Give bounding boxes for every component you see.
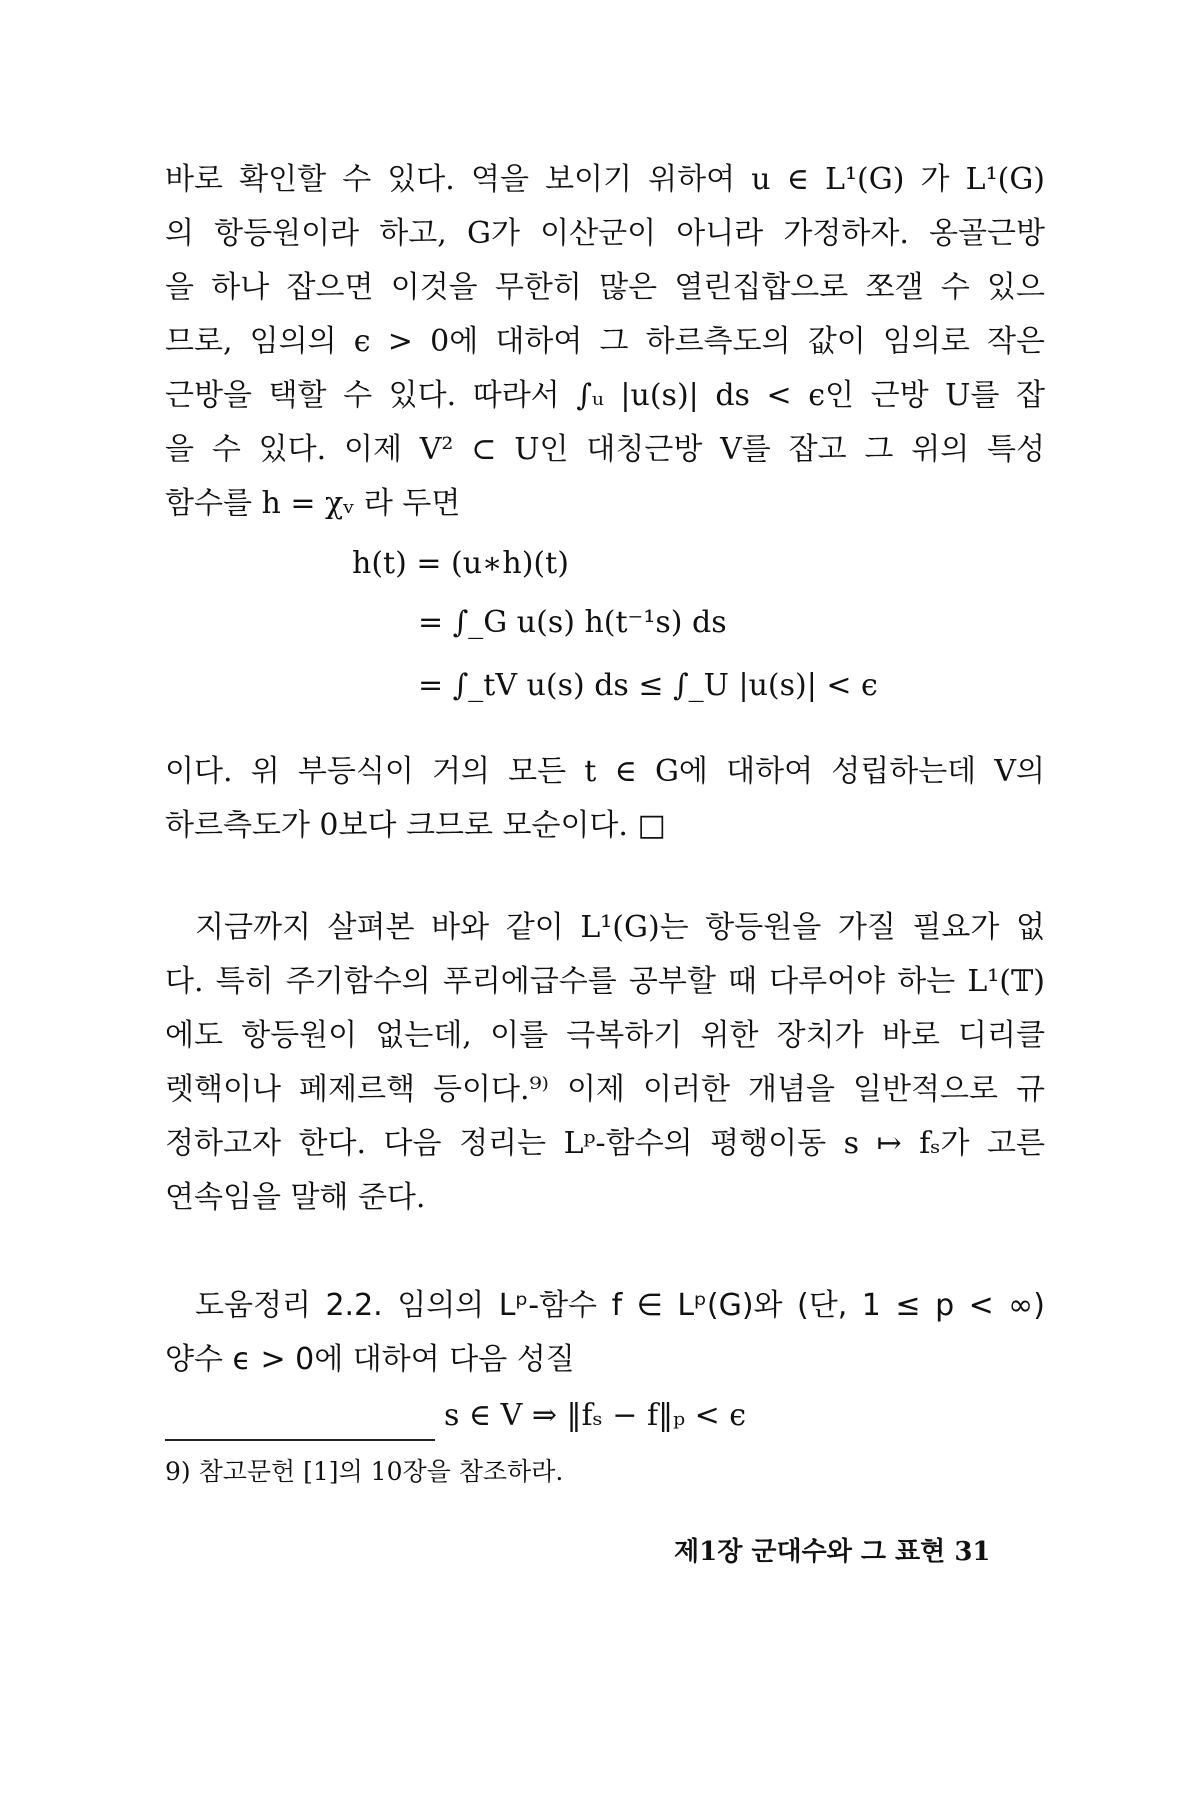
lemma-equation: s ∈ V ⇒ ‖fₛ − f‖ₚ < ϵ — [444, 1398, 747, 1433]
text-line: 근방을 택할 수 있다. 따라서 ∫ᵤ |u(s)| ds < ϵ인 근방 U를 잡 — [165, 378, 1045, 413]
running-head: 제1장 군대수와 그 표현 31 — [674, 1537, 991, 1567]
text-line: 다. 특히 주기함수의 푸리에급수를 공부할 때 다루어야 하는 L¹(𝕋) — [165, 964, 1045, 999]
equation-line: = ∫_G u(s) h(t⁻¹s) ds — [418, 605, 727, 640]
text-line: 정하고자 한다. 다음 정리는 Lᵖ-함수의 평행이동 s ↦ fₛ가 고른 — [165, 1126, 1045, 1161]
text-line: 양수 ϵ > 0에 대하여 다음 성질 — [165, 1342, 575, 1377]
equation-line: = ∫_tV u(s) ds ≤ ∫_U |u(s)| < ϵ — [418, 668, 878, 703]
text-line: 에도 항등원이 없는데, 이를 극복하기 위한 장치가 바로 디리클 — [165, 1018, 1045, 1053]
footnote: 9) 참고문헌 [1]의 10장을 참조하라. — [165, 1457, 564, 1486]
text-line: 바로 확인할 수 있다. 역을 보이기 위하여 u ∈ L¹(G) 가 L¹(G) — [165, 162, 1045, 197]
text-line: 렛핵이나 페제르핵 등이다.⁹⁾ 이제 이러한 개념을 일반적으로 규 — [165, 1072, 1045, 1107]
text-line: 므로, 임의의 ϵ > 0에 대하여 그 하르측도의 값이 임의로 작은 — [165, 324, 1045, 359]
text-line: 연속임을 말해 준다. — [165, 1180, 426, 1215]
text-line: 의 항등원이라 하고, G가 이산군이 아니라 가정하자. 옹골근방 — [165, 216, 1045, 251]
text-line: 을 하나 잡으면 이것을 무한히 많은 열린집합으로 쪼갤 수 있으 — [165, 270, 1045, 305]
lemma-heading: 도움정리 2.2. 임의의 Lᵖ-함수 f ∈ Lᵖ(G)와 (단, 1 ≤ p < ∞) — [195, 1288, 1045, 1323]
text-line: 지금까지 살펴본 바와 같이 L¹(G)는 항등원을 가질 필요가 없 — [195, 910, 1045, 945]
text-line: 이다. 위 부등식이 거의 모든 t ∈ G에 대하여 성립하는데 V의 — [165, 754, 1045, 789]
text-line: 을 수 있다. 이제 V² ⊂ U인 대칭근방 V를 잡고 그 위의 특성 — [165, 432, 1045, 467]
equation-line: h(t) = (u∗h)(t) — [352, 546, 569, 581]
text-line: 하르측도가 0보다 크므로 모순이다. □ — [165, 808, 666, 843]
text-line: 함수를 h = χᵥ 라 두면 — [165, 486, 461, 521]
footnote-rule — [165, 1439, 435, 1441]
